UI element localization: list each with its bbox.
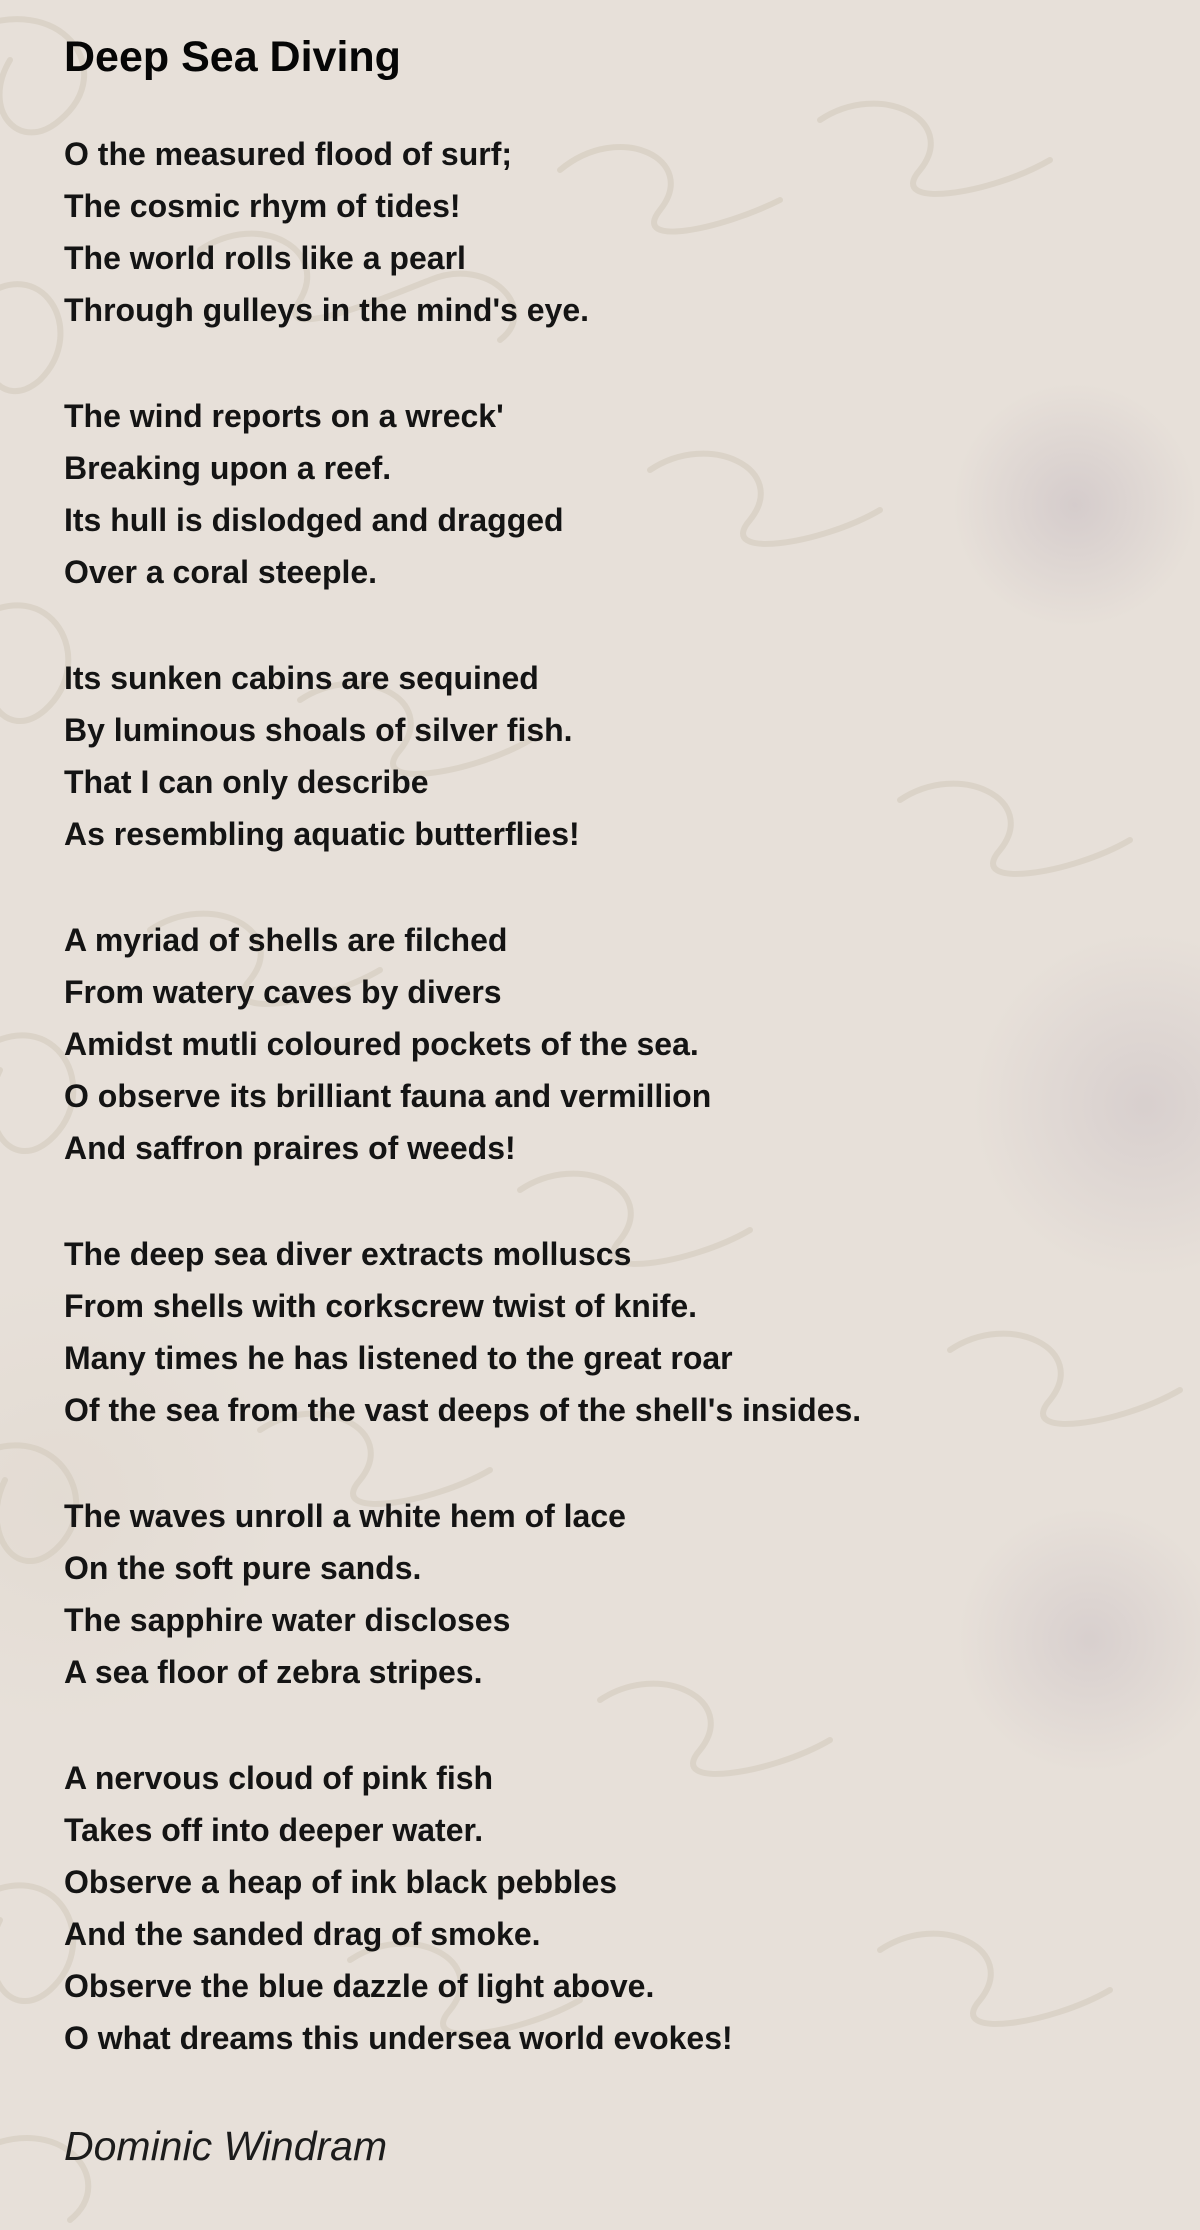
- poem-line: O observe its brilliant fauna and vermillion: [64, 1078, 712, 1114]
- stanza-2: [64, 390, 1160, 598]
- poem-line: By luminous shoals of silver fish.: [64, 712, 573, 748]
- poem-line: The deep sea diver extracts molluscs: [64, 1236, 632, 1272]
- poem-line: The wind reports on a wreck': [64, 398, 504, 434]
- stanza-3: [64, 652, 1160, 860]
- poem-line: From shells with corkscrew twist of knife.: [64, 1288, 698, 1324]
- poem-line: A nervous cloud of pink fish: [64, 1760, 494, 1796]
- poem-line: Many times he has listened to the great roar: [64, 1340, 733, 1376]
- poem-line: From watery caves by divers: [64, 974, 502, 1010]
- poem-line: Observe the blue dazzle of light above.: [64, 1968, 655, 2004]
- poem-line: Its sunken cabins are sequined: [64, 660, 539, 696]
- poem-line: And saffron praires of weeds!: [64, 1130, 516, 1166]
- stanza-5: [64, 1228, 1160, 1436]
- poem-line: Takes off into deeper water.: [64, 1812, 484, 1848]
- poem-title: Deep Sea Diving: [64, 33, 401, 81]
- poem-line: And the sanded drag of smoke.: [64, 1916, 541, 1952]
- poem-line: A myriad of shells are filched: [64, 922, 508, 958]
- poem-line: As resembling aquatic butterflies!: [64, 816, 580, 852]
- poem-line: Its hull is dislodged and dragged: [64, 502, 564, 538]
- stanza-6: [64, 1490, 1160, 1698]
- poem-line: That I can only describe: [64, 764, 429, 800]
- poem-line: Breaking upon a reef.: [64, 450, 392, 486]
- poem-line: The sapphire water discloses: [64, 1602, 511, 1638]
- poem-line: On the soft pure sands.: [64, 1550, 422, 1586]
- poem-line: Of the sea from the vast deeps of the shell's insides.: [64, 1392, 862, 1428]
- poem-line: O what dreams this undersea world evokes!: [64, 2020, 733, 2056]
- poem-line: A sea floor of zebra stripes.: [64, 1654, 483, 1690]
- poem-line: The world rolls like a pearl: [64, 240, 466, 276]
- stanza-7: [64, 1752, 1160, 2064]
- poem-line: Observe a heap of ink black pebbles: [64, 1864, 618, 1900]
- poem-line: The waves unroll a white hem of lace: [64, 1498, 626, 1534]
- poem-line: Through gulleys in the mind's eye.: [64, 292, 590, 328]
- poem-line: O the measured flood of surf;: [64, 136, 513, 172]
- poem-line: Over a coral steeple.: [64, 554, 378, 590]
- poem-body: [64, 128, 1160, 2064]
- poem-author: Dominic Windram: [64, 2123, 388, 2169]
- stanza-1: [64, 128, 1160, 336]
- poem-line: Amidst mutli coloured pockets of the sea.: [64, 1026, 699, 1062]
- poem-line: The cosmic rhym of tides!: [64, 188, 461, 224]
- stanza-4: [64, 914, 1160, 1174]
- poem-content: [64, 30, 1160, 2174]
